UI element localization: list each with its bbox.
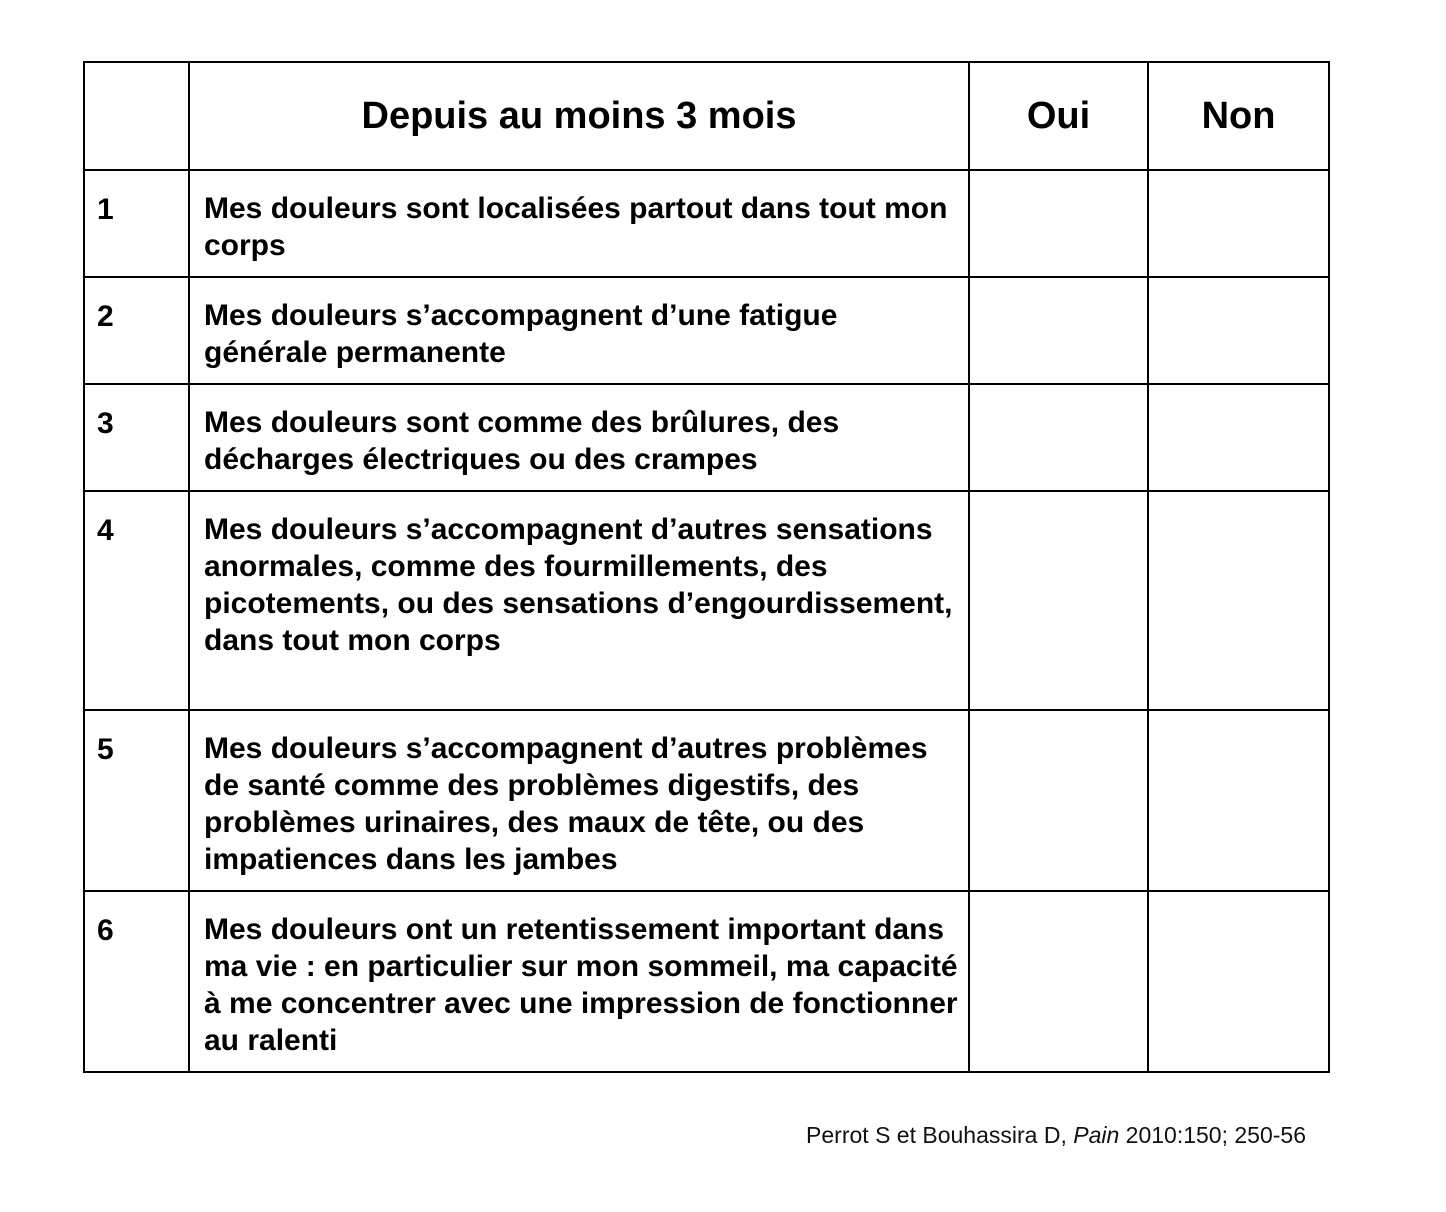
answer-no-cell[interactable] xyxy=(1148,891,1329,1072)
table-row xyxy=(84,384,1329,491)
question-number: 5 xyxy=(84,710,189,891)
question-text: Mes douleurs s’accompagnent d’autres sensations anormales, comme des fourmillements, des picotements, ou des sensations d’engourdissement, dans tout mon corps xyxy=(189,491,969,710)
citation xyxy=(806,1122,1306,1149)
header-yes-cell: Oui xyxy=(969,62,1148,170)
answer-no-cell[interactable] xyxy=(1148,384,1329,491)
questionnaire-table xyxy=(83,61,1330,1073)
question-number: 6 xyxy=(84,891,189,1072)
question-text: Mes douleurs sont localisées partout dans tout mon corps xyxy=(189,170,969,277)
answer-yes-cell[interactable] xyxy=(969,491,1148,710)
table-header-row xyxy=(84,62,1329,170)
question-text: Mes douleurs s’accompagnent d’une fatigue générale permanente xyxy=(189,277,969,384)
table-row xyxy=(84,491,1329,710)
header-number-cell xyxy=(84,62,189,170)
question-text: Mes douleurs sont comme des brûlures, des décharges électriques ou des crampes xyxy=(189,384,969,491)
answer-no-cell[interactable] xyxy=(1148,277,1329,384)
question-number: 1 xyxy=(84,170,189,277)
citation-reference: 2010:150; 250-56 xyxy=(1119,1122,1306,1148)
question-text: Mes douleurs ont un retentissement important dans ma vie : en particulier sur mon sommeil, ma capacité à me concentrer avec une impression de fonctionner au ralenti xyxy=(189,891,969,1072)
citation-authors: Perrot S et Bouhassira D, xyxy=(806,1122,1074,1148)
header-question-cell: Depuis au moins 3 mois xyxy=(189,62,969,170)
answer-yes-cell[interactable] xyxy=(969,384,1148,491)
answer-yes-cell[interactable] xyxy=(969,891,1148,1072)
question-text: Mes douleurs s’accompagnent d’autres problèmes de santé comme des problèmes digestifs, des problèmes urinaires, des maux de tête, ou des impatiences dans les jambes xyxy=(189,710,969,891)
citation-journal: Pain xyxy=(1073,1122,1120,1148)
table-row xyxy=(84,710,1329,891)
table-row xyxy=(84,170,1329,277)
answer-no-cell[interactable] xyxy=(1148,170,1329,277)
answer-yes-cell[interactable] xyxy=(969,277,1148,384)
answer-yes-cell[interactable] xyxy=(969,710,1148,891)
header-no-cell: Non xyxy=(1148,62,1329,170)
answer-no-cell[interactable] xyxy=(1148,710,1329,891)
answer-no-cell[interactable] xyxy=(1148,491,1329,710)
question-number: 2 xyxy=(84,277,189,384)
question-number: 3 xyxy=(84,384,189,491)
table-row xyxy=(84,891,1329,1072)
table-row xyxy=(84,277,1329,384)
answer-yes-cell[interactable] xyxy=(969,170,1148,277)
question-number: 4 xyxy=(84,491,189,710)
